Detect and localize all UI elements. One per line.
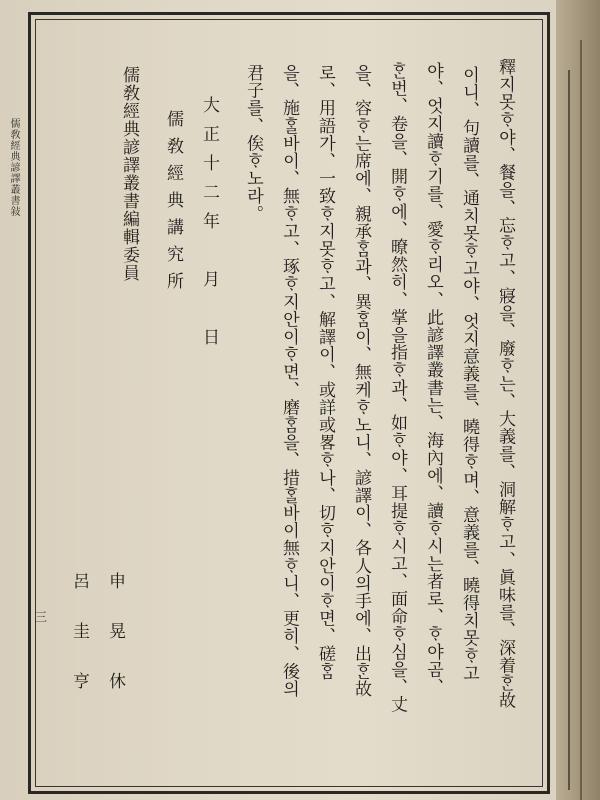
committee-line: 儒敎經典諺譯叢書編輯委員: [119, 66, 139, 282]
margin-title: 儒敎經典諺譯叢書敍: [8, 118, 19, 217]
signatory-1: 申 晃 休: [105, 572, 125, 697]
body-line-5: 을、容ᄒᆞ는席에、親承ᄒᆞᆷ과、異ᄒᆞᆷ이、無케ᄒᆞ노니、諺譯이、各人의手에、出ᄒᆞᆫ故: [351, 64, 371, 698]
institute-line: 儒敎經典講究所: [163, 110, 183, 299]
body-line-1: 釋지못ᄒᆞ야、餐을、忘ᄒᆞ고、寢을、廢ᄒᆞ는、大義를、洞解ᄒᆞ고、眞味를、深着ᄒᆞᆫ故: [495, 58, 515, 710]
page-number: 三: [35, 610, 48, 624]
body-line-2: 이니、句讀를、通치못ᄒᆞ고야、엇지意義를、曉得ᄒᆞ며、意義를、曉得치못ᄒᆞ고: [459, 66, 479, 682]
body-line-7: 을、施ᄒᆞᆯ바이、無ᄒᆞ고、琢ᄒᆞ지안이ᄒᆞ면、磨ᄒᆞᆷ을、措ᄒᆞᆯ바이無ᄒᆞ니、更히、後의: [279, 64, 299, 698]
date-line: 大正十二年 月 日: [199, 96, 219, 357]
page-edge-stack: [556, 0, 600, 800]
body-line-6: 로、用語가、一致ᄒᆞ지못ᄒᆞ고、解譯이、或詳或畧ᄒᆞ나、切ᄒᆞ지안이ᄒᆞ면、磋ᄒᆞᆷ: [315, 64, 335, 680]
page-edge-line: [568, 70, 570, 790]
body-line-4: ᄒᆞᆫ번、卷을、開ᄒᆞ에、暸然히、掌을指ᄒᆞ과、如ᄒᆞ야、耳提ᄒᆞ시고、面命ᄒᆞ심을、丈: [387, 62, 407, 714]
body-line-3: 야、엇지讀ᄒᆞ기를、愛ᄒᆞ리오、此諺譯叢書는、海內에、讀ᄒᆞ시는者로、ᄒᆞ야곰、: [423, 62, 443, 696]
page-edge-line: [580, 40, 582, 800]
signatory-2: 呂 圭 亨: [69, 572, 89, 697]
body-line-8: 君子를、俟ᄒᆞ노라。: [243, 64, 263, 223]
